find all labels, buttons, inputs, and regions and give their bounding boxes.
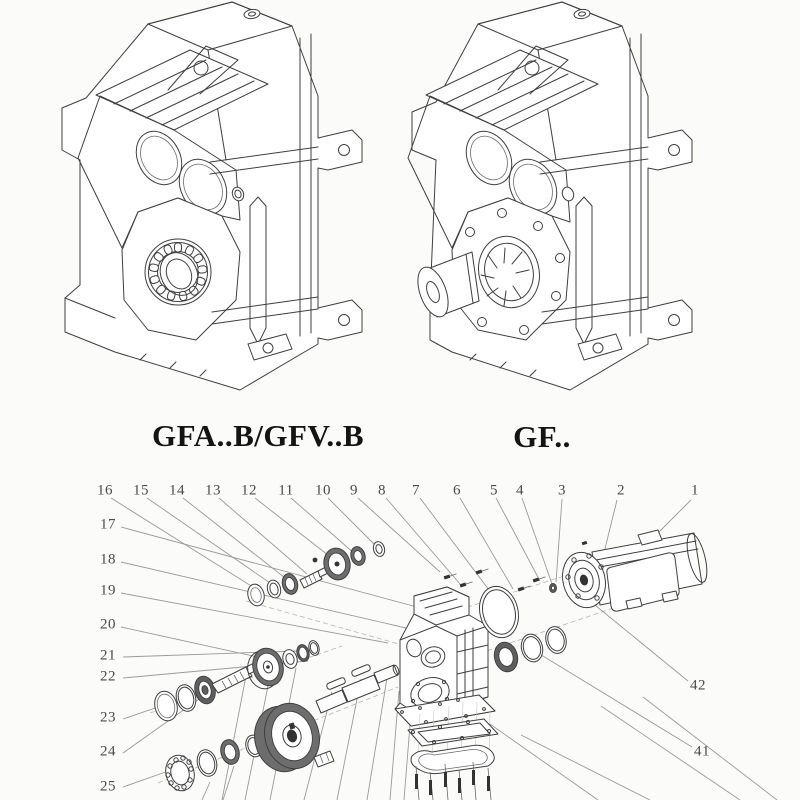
gearbox-drawing-gfab-gfv: [62, 2, 362, 390]
callout-3: 3: [558, 482, 566, 499]
callout-16: 16: [97, 482, 113, 499]
callout-11: 11: [278, 482, 294, 499]
gearbox-drawing-gf: [408, 2, 692, 390]
callout-9: 9: [350, 482, 358, 499]
callout-15: 15: [133, 482, 149, 499]
callout-18: 18: [100, 551, 116, 568]
callout-4: 4: [516, 482, 524, 499]
callout-24: 24: [100, 743, 116, 760]
model-label-gfab-gfv: GFA..B/GFV..B: [151, 418, 365, 453]
callout-2: 2: [617, 482, 625, 499]
callout-41: 41: [694, 743, 710, 760]
callout-22: 22: [100, 668, 116, 685]
callout-10: 10: [315, 482, 331, 499]
callout-12: 12: [241, 482, 257, 499]
callout-20: 20: [100, 616, 116, 633]
callout-14: 14: [169, 482, 185, 499]
callout-23: 23: [100, 709, 116, 726]
callout-7: 7: [412, 482, 420, 499]
callout-1: 1: [691, 482, 699, 499]
callout-5: 5: [490, 482, 498, 499]
input-shaft-parts: [245, 540, 386, 607]
callout-17: 17: [100, 516, 116, 533]
callout-42: 42: [690, 677, 706, 694]
motor: [557, 530, 711, 612]
callout-21: 21: [100, 647, 116, 664]
callout-6: 6: [453, 482, 461, 499]
callout-8: 8: [378, 482, 386, 499]
shaft-key: [352, 665, 371, 677]
callout-13: 13: [205, 482, 221, 499]
callout-25: 25: [100, 778, 116, 795]
callout-19: 19: [100, 582, 116, 599]
exploded-parts-diagram: [111, 498, 777, 800]
model-label-gf: GF..: [513, 419, 571, 454]
